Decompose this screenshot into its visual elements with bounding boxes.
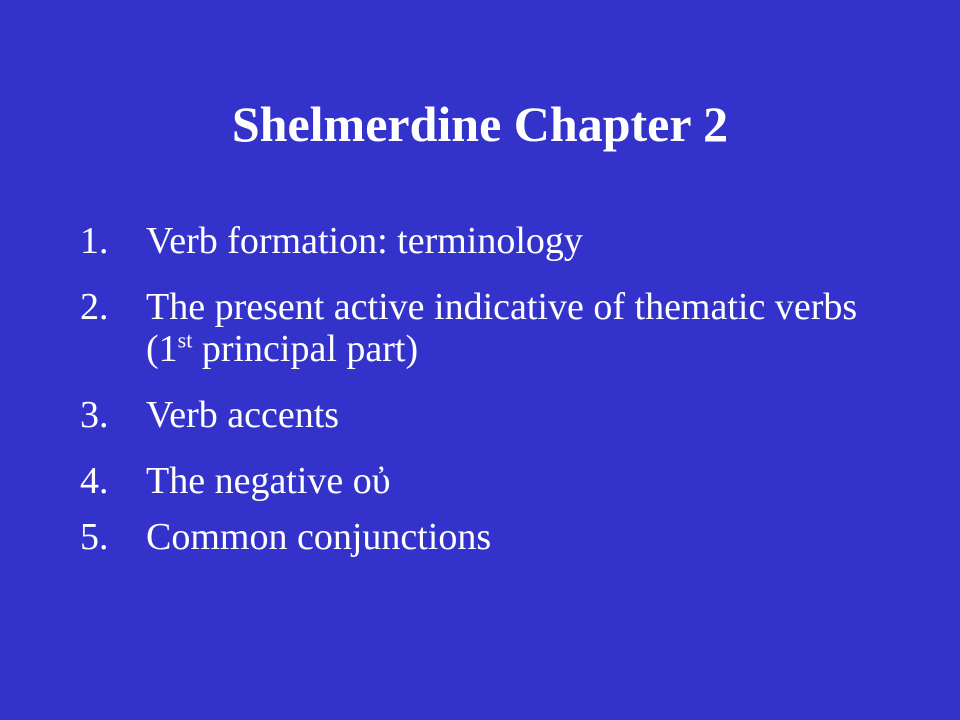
list-item	[80, 286, 880, 370]
list-item	[80, 220, 880, 262]
list-item-number: 5.	[80, 516, 109, 558]
list-item	[80, 394, 880, 436]
list-item-text-main: The present active indicative of thematic verbs (1	[146, 286, 858, 370]
list-item-number: 4.	[80, 460, 109, 502]
list-item-text: The negative οὐ	[146, 460, 391, 502]
list-item-number: 1.	[80, 220, 109, 262]
slide-title: Shelmerdine Chapter 2	[231, 96, 729, 152]
list-item	[80, 516, 880, 558]
list-item-text: Verb formation: terminology	[146, 220, 583, 262]
list-item-number: 2.	[80, 286, 109, 328]
list-item-text-tail: principal part)	[192, 328, 419, 370]
list-item-number: 3.	[80, 394, 109, 436]
list-item-text	[146, 286, 880, 370]
list-item-text: Common conjunctions	[146, 516, 492, 558]
list-item	[80, 460, 880, 502]
list-item-text: Verb accents	[146, 394, 340, 436]
ordinal-superscript: st	[177, 327, 193, 353]
